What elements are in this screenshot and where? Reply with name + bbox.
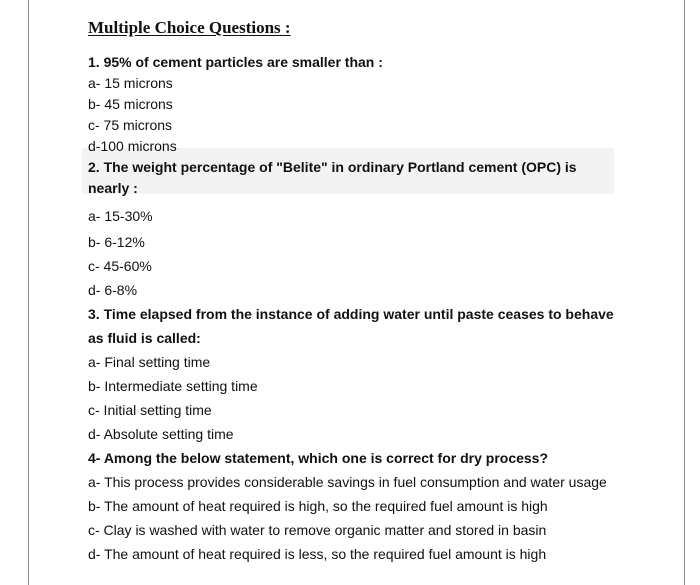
question-1-option-d: d-100 microns — [88, 138, 177, 154]
question-2-option-d: d- 6-8% — [88, 282, 138, 298]
question-1-stem: 1. 95% of cement particles are smaller than : — [88, 54, 383, 70]
question-2-option-c: c- 45-60% — [88, 258, 152, 274]
question-4-stem: 4- Among the below statement, which one is correct for dry process? — [88, 450, 549, 466]
question-1-option-a: a- 15 microns — [88, 75, 173, 91]
page-right-edge — [684, 0, 685, 585]
page-title: Multiple Choice Questions : — [88, 18, 291, 37]
question-2-stem-line-1: 2. The weight percentage of "Belite" in ordinary Portland cement (OPC) is — [88, 159, 577, 175]
question-2-option-b: b- 6-12% — [88, 234, 145, 250]
question-4-option-b: b- The amount of heat required is high, so the required fuel amount is high — [88, 498, 548, 514]
question-4-option-d: d- The amount of heat required is less, so the required fuel amount is high — [88, 546, 547, 562]
question-2-option-a: a- 15-30% — [88, 208, 153, 224]
question-3-option-c: c- Initial setting time — [88, 402, 212, 418]
question-3-stem-line-1: 3. Time elapsed from the instance of adding water until paste ceases to behave — [88, 306, 614, 322]
question-1-option-c: c- 75 microns — [88, 117, 173, 133]
question-3-option-a: a- Final setting time — [88, 354, 211, 370]
question-3-stem-line-2: as fluid is called: — [88, 330, 201, 346]
question-4-option-a: a- This process provides considerable savings in fuel consumption and water usage — [88, 474, 607, 490]
question-1-option-b: b- 45 microns — [88, 96, 173, 112]
page-left-edge — [28, 0, 29, 585]
question-4-option-c: c- Clay is washed with water to remove organic matter and stored in basin — [88, 522, 547, 538]
question-2-stem-line-2: nearly : — [88, 180, 138, 196]
question-3-option-b: b- Intermediate setting time — [88, 378, 258, 394]
question-3-option-d: d- Absolute setting time — [88, 426, 234, 442]
